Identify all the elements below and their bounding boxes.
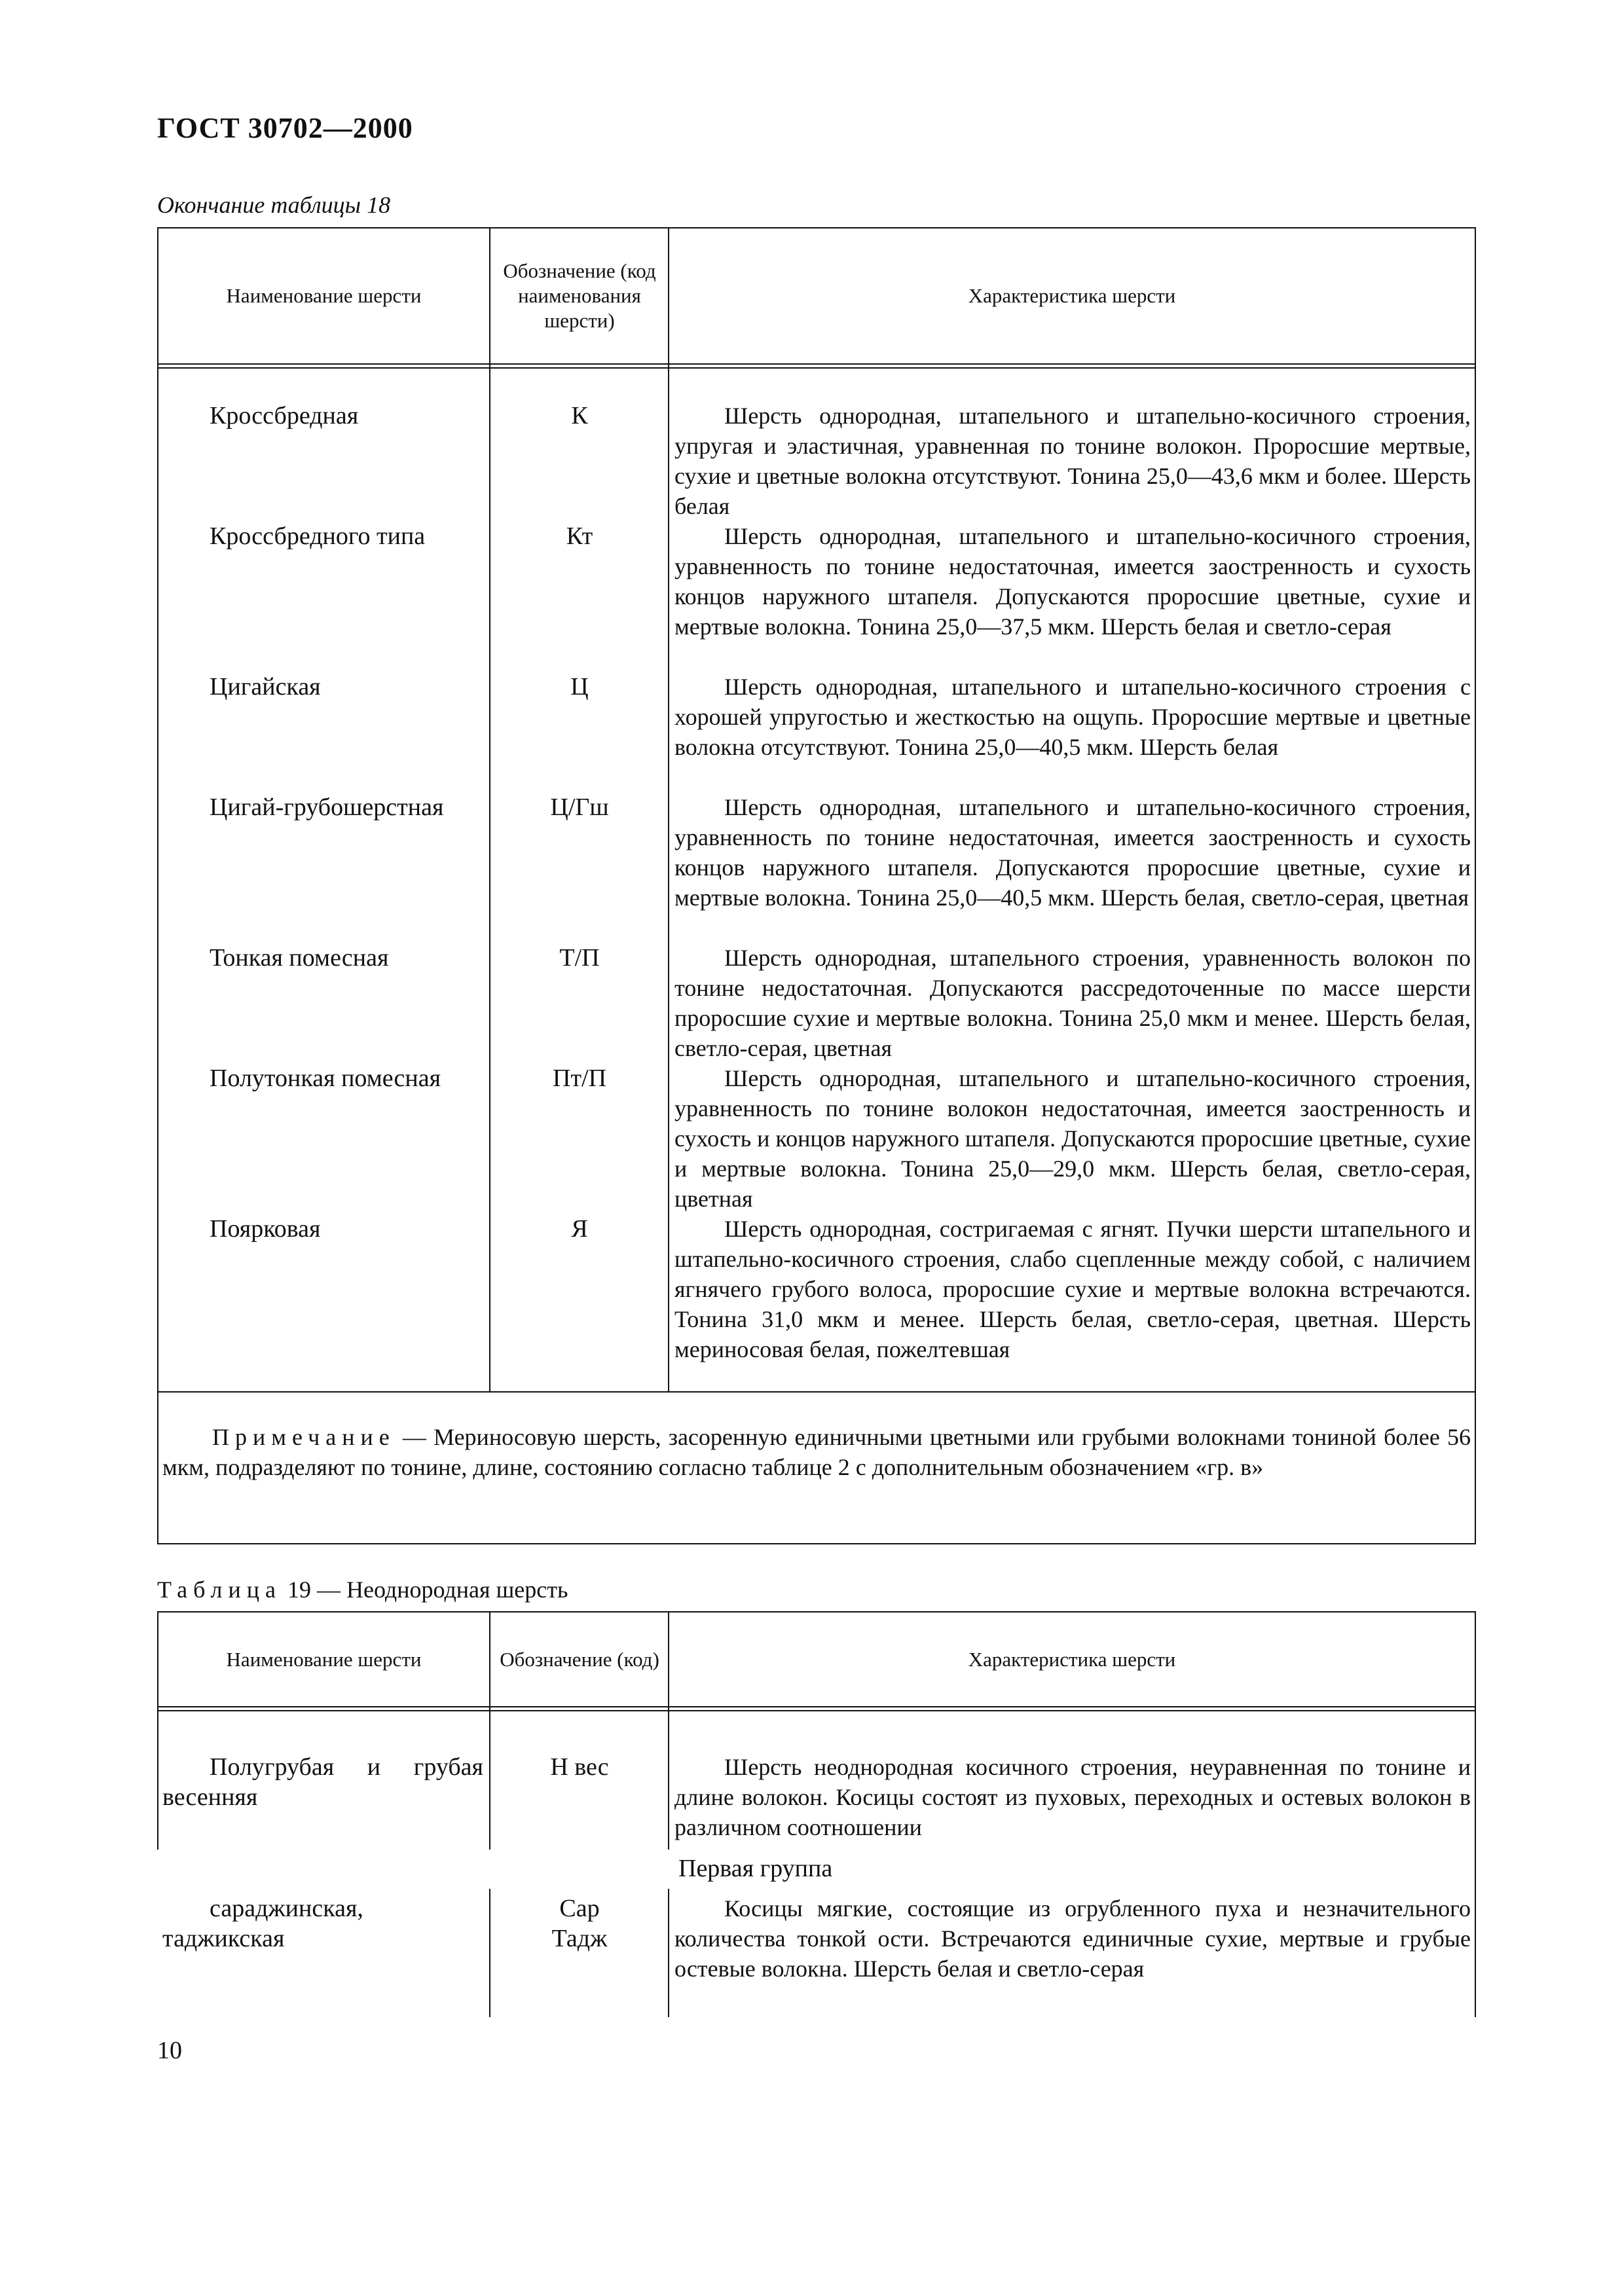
table-row-code: Кт bbox=[566, 522, 593, 550]
table18-header-rule-1 bbox=[157, 363, 1476, 365]
table18-header-desc: Характеристика шерсти bbox=[968, 284, 1176, 307]
note-text: — Мериносовую шерсть, засоренную единичными цветными или грубыми волокнами тониной более 56 мкм, подразделяют по тонине, длине, состоянию согласно таблице 2 с дополнительным обозначением «гр. в» bbox=[162, 1424, 1471, 1480]
page-number: 10 bbox=[157, 2037, 182, 2064]
table18-header-code: Обозначение (код наименования шерсти) bbox=[503, 259, 656, 332]
table-row-desc: Шерсть неоднородная косичного строения, неуравненная по тонине и длине волокон. Косицы состоят из пуховых, переходных и остевых волокон в различном соотношении bbox=[674, 1754, 1471, 1840]
document-code: ГОСТ 30702—2000 bbox=[157, 112, 413, 144]
table19-header-rule-1 bbox=[157, 1706, 1476, 1707]
code-line: Тадж bbox=[551, 1925, 608, 1952]
table19-header-desc: Характеристика шерсти bbox=[968, 1647, 1176, 1671]
table-row-desc: Косицы мягкие, состоящие из огрубленного пуха и незначительного количества тонкой ости. Встречаются единичные сухие, мертвые и грубые остевые волокна. Шерсть белая и светло-серая bbox=[674, 1895, 1471, 1982]
table18-header-name: Наименование шерсти bbox=[226, 284, 422, 307]
table-row-desc: Шерсть однородная, состригаемая с ягнят. Пучки шерсти штапельного и штапельно-косичного строения, слабо сцепленные между собой, с наличием ягнячего грубого волоса, проросшие сухие и мертвые волокна встречаются. Тонина 31,0 мкм и менее. Шерсть белая, светло-серая, цветная. Шерсть мериносовая белая, пожелтевшая bbox=[674, 1216, 1471, 1362]
table-row-name: Полугрубая и грубая весенняя bbox=[162, 1753, 483, 1811]
table18-left-border bbox=[157, 227, 158, 1544]
table-row-code: К bbox=[571, 402, 588, 429]
table-row-desc: Шерсть однородная, штапельного и штапельно-косичного строения, уравненность по тонине недостаточная, имеется заостренность и сухость концов наружного штапеля. Допускаются проросшие цветные, сухие и мертвые волокна. Тонина 25,0—37,5 мкм. Шерсть белая и светло-серая bbox=[674, 523, 1471, 640]
table18-col-divider-1 bbox=[489, 227, 490, 1393]
table19-col-divider-2b bbox=[668, 1889, 669, 2017]
table19-header-name: Наименование шерсти bbox=[226, 1647, 422, 1671]
table-row-code: Т/П bbox=[559, 944, 600, 972]
table18-header-rule-2 bbox=[157, 367, 1476, 369]
table19-col-divider-1b bbox=[489, 1889, 490, 2017]
code-line: Сар bbox=[559, 1895, 600, 1922]
table18-bottom-border bbox=[157, 1543, 1476, 1544]
table-row-code bbox=[492, 1893, 667, 1954]
note-label: Примечание bbox=[212, 1424, 396, 1450]
table-row-desc: Шерсть однородная, штапельного и штапельно-косичного строения, уравненность по тонине волокон недостаточная, имеется заостренность и сухость и концов наружного штапеля. Допускаются проросшие цветные, сухие и мертвые волокна. Тонина 25,0—29,0 мкм. Шерсть белая, светло-серая, цветная bbox=[674, 1065, 1471, 1212]
table-row-name: Цигайская bbox=[210, 673, 321, 701]
table-row-name: Кроссбредная bbox=[210, 402, 359, 429]
table18-right-border bbox=[1475, 227, 1476, 1544]
group-label: Первая группа bbox=[678, 1855, 833, 1882]
table19-caption-title: 19 — Неоднородная шерсть bbox=[281, 1576, 568, 1603]
table19-caption-word: Таблица bbox=[157, 1576, 282, 1603]
table-row-desc: Шерсть однородная, штапельного строения, уравненность волокон по тонине недостаточная. Допускаются рассредоточенные по массе шерсти проросшие сухие и мертвые волокна. Тонина 25,0 мкм и менее. Шерсть белая, светло-серая, цветная bbox=[674, 945, 1471, 1061]
table-row-name: Цигай-грубошерстная bbox=[210, 793, 444, 821]
table19-header-code: Обозначение (код) bbox=[500, 1647, 659, 1671]
table19-col-divider-1 bbox=[489, 1611, 490, 1850]
table19-right-border bbox=[1475, 1611, 1476, 2017]
table-row-name: Полутонкая помесная bbox=[210, 1065, 441, 1092]
table-row-name: сараджинская, таджикская bbox=[162, 1895, 363, 1952]
table-row-desc: Шерсть однородная, штапельного и штапельно-косичного строения, уравненность по тонине недостаточная, имеется заостренность и сухость концов наружного штапеля. Допускаются проросшие цветные, сухие и мертвые волокна. Тонина 25,0—40,5 мкм. Шерсть белая, светло-серая, цветная bbox=[674, 794, 1471, 911]
table-row-code: Я bbox=[571, 1215, 588, 1243]
table-row-name: Кроссбредного типа bbox=[210, 522, 426, 550]
table18-note bbox=[162, 1422, 1471, 1482]
table-row-name: Поярковая bbox=[210, 1215, 321, 1243]
table18-col-divider-2 bbox=[668, 227, 669, 1393]
table19-caption bbox=[157, 1576, 568, 1603]
table-row-code: Пт/П bbox=[552, 1065, 607, 1092]
table-row-code: Ц/Гш bbox=[550, 793, 609, 821]
table18-caption: Окончание таблицы 18 bbox=[157, 192, 391, 218]
table19-header-rule-2 bbox=[157, 1710, 1476, 1711]
table-row-desc: Шерсть однородная, штапельного и штапельно-косичного строения с хорошей упругостью и жесткостью на ощупь. Проросшие мертвые и цветные волокна отсутствуют. Тонина 25,0—40,5 мкм. Шерсть белая bbox=[674, 674, 1471, 760]
table-row-name: Тонкая помесная bbox=[210, 944, 389, 972]
table-row-desc: Шерсть однородная, штапельного и штапельно-косичного строения, упругая и эластичная, уравненная по тонине волокон. Проросшие мертвые, сухие и цветные волокна отсутствуют. Тонина 25,0—43,6 мкм и более. Шерсть белая bbox=[674, 403, 1471, 519]
table-row-code: Ц bbox=[570, 673, 589, 701]
table18-note-rule bbox=[157, 1391, 1476, 1393]
table-row-code: Н вес bbox=[550, 1753, 609, 1781]
